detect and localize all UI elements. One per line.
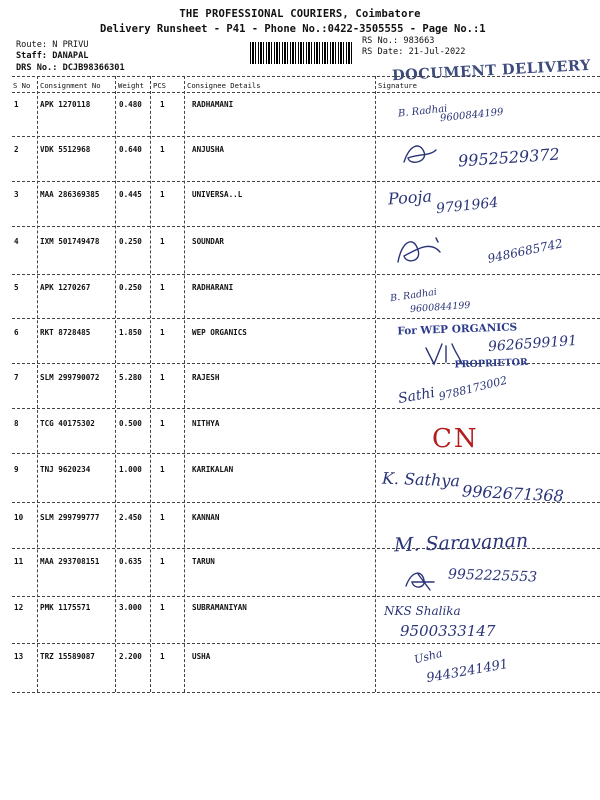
signature-row2-scribble [400, 140, 440, 170]
row-sno: 3 [14, 190, 19, 199]
row-weight: 0.445 [119, 190, 142, 199]
row-consignment-no: APK 1270118 [40, 100, 91, 109]
row-consignment-no: TCG 40175302 [40, 419, 95, 428]
row-pcs: 1 [160, 652, 165, 661]
row-consignment-no: TNJ 9620234 [40, 465, 91, 474]
row-consignee: SUBRAMANIYAN [192, 603, 247, 612]
row-pcs: 1 [160, 145, 165, 154]
row-sno: 9 [14, 465, 19, 474]
row-consignment-no: SLM 299799777 [40, 513, 100, 522]
row-pcs: 1 [160, 237, 165, 246]
rs-number: RS No.: 983663 [362, 36, 435, 46]
row-consignment-no: VDK 5512968 [40, 145, 91, 154]
row-weight: 0.640 [119, 145, 142, 154]
row-weight: 0.250 [119, 283, 142, 292]
row-consignee: RADHAMANI [192, 100, 234, 109]
row-consignee: KANNAN [192, 513, 220, 522]
column-divider [150, 76, 151, 692]
row-consignment-no: TRZ 15589087 [40, 652, 95, 661]
signature-row6-phone: 9626599191 [487, 332, 578, 356]
row-consignment-no: APK 1270267 [40, 283, 91, 292]
wep-stamp-role: PROPRIETOR [454, 356, 528, 371]
column-divider [37, 76, 38, 692]
row-weight: 1.000 [119, 465, 142, 474]
table-top-rule [12, 76, 600, 77]
signature-row10-name: M. Saravanan [393, 529, 529, 557]
row-rule [12, 408, 600, 409]
row-weight: 3.000 [119, 603, 142, 612]
signature-row3-name: Pooja [387, 186, 433, 209]
column-divider [184, 76, 185, 692]
row-pcs: 1 [160, 513, 165, 522]
row-pcs: 1 [160, 100, 165, 109]
signature-row6-scribble [424, 340, 464, 368]
row-sno: 7 [14, 373, 19, 382]
row-weight: 0.250 [119, 237, 142, 246]
row-sno: 6 [14, 328, 19, 337]
signature-row7-name: Sathi [396, 384, 437, 408]
barcode [250, 42, 354, 64]
column-divider [115, 76, 116, 692]
signature-row12-name: NKS Shalika [384, 604, 461, 618]
document-delivery-stamp: DOCUMENT DELIVERY [391, 56, 592, 85]
signature-row5-name: B. Radhai [389, 286, 438, 305]
row-rule [12, 596, 600, 597]
row-sno: 5 [14, 283, 19, 292]
row-consignee: TARUN [192, 557, 215, 566]
row-weight: 5.280 [119, 373, 142, 382]
row-consignment-no: IXM 501749478 [40, 237, 100, 246]
row-sno: 8 [14, 419, 19, 428]
row-pcs: 1 [160, 373, 165, 382]
row-pcs: 1 [160, 283, 165, 292]
row-consignment-no: SLM 299790072 [40, 373, 100, 382]
row-weight: 0.500 [119, 419, 142, 428]
column-header: S No [13, 81, 31, 90]
signature-row1-phone: 9600844199 [439, 106, 505, 125]
row-consignee: RAJESH [192, 373, 220, 382]
row-pcs: 1 [160, 557, 165, 566]
row-consignee: KARIKALAN [192, 465, 234, 474]
table-header-rule [12, 92, 600, 93]
row-pcs: 1 [160, 328, 165, 337]
signature-row12-phone: 9500333147 [400, 622, 496, 640]
row-consignment-no: RKT 8728485 [40, 328, 91, 337]
signature-row3-phone: 9791964 [435, 194, 500, 218]
row-rule [12, 181, 600, 182]
column-header: Consignment No [40, 81, 101, 90]
row-consignment-no: MAA 293708151 [40, 557, 100, 566]
row-sno: 10 [14, 513, 24, 522]
row-weight: 2.200 [119, 652, 142, 661]
row-rule [12, 318, 600, 319]
row-consignment-no: MAA 286369385 [40, 190, 100, 199]
row-weight: 0.635 [119, 557, 142, 566]
row-pcs: 1 [160, 190, 165, 199]
row-sno: 12 [14, 603, 24, 612]
row-consignee: ANJUSHA [192, 145, 225, 154]
signature-row2-phone: 9952529372 [457, 144, 561, 171]
row-pcs: 1 [160, 419, 165, 428]
staff-label: Staff: DANAPAL [16, 51, 89, 61]
drs-number: DRS No.: DCJB98366301 [16, 63, 125, 73]
signature-row4-scribble [392, 232, 452, 272]
row-consignee: NITHYA [192, 419, 220, 428]
row-sno: 2 [14, 145, 19, 154]
cn-mark: CN [432, 424, 479, 454]
row-sno: 11 [14, 557, 24, 566]
row-consignment-no: PMK 1175571 [40, 603, 91, 612]
row-weight: 1.850 [119, 328, 142, 337]
row-sno: 4 [14, 237, 19, 246]
signature-row13-name: Usha [412, 646, 444, 667]
company-title: THE PROFESSIONAL COURIERS, Coimbatore [179, 8, 421, 20]
signature-row13-phone: 9443241491 [425, 656, 510, 687]
row-weight: 2.450 [119, 513, 142, 522]
runsheet-subtitle: Delivery Runsheet - P41 - Phone No.:0422-3505555 - Page No.:1 [100, 23, 486, 35]
column-divider [375, 76, 376, 692]
row-consignee: WEP ORGANICS [192, 328, 247, 337]
row-consignee: RADHARANI [192, 283, 234, 292]
wep-stamp-title: For WEP ORGANICS [397, 321, 518, 338]
signature-row1-name: B. Radhai [397, 103, 448, 120]
column-header: Consignee Details [187, 81, 261, 90]
column-header: PCS [153, 81, 166, 90]
row-pcs: 1 [160, 603, 165, 612]
row-rule [12, 643, 600, 644]
row-weight: 0.480 [119, 100, 142, 109]
signature-row9-name: K. Sathya [381, 468, 461, 491]
row-consignee: SOUNDAR [192, 237, 225, 246]
row-consignee: USHA [192, 652, 211, 661]
signature-row11-scribble [404, 568, 442, 594]
row-rule [12, 226, 600, 227]
row-sno: 1 [14, 100, 19, 109]
signature-row7-phone: 9788173002 [437, 373, 509, 404]
row-rule [12, 692, 600, 693]
column-header: Signature [378, 81, 417, 90]
route-label: Route: N PRIVU [16, 40, 89, 50]
row-rule [12, 274, 600, 275]
column-header: Weight [118, 81, 144, 90]
row-pcs: 1 [160, 465, 165, 474]
row-sno: 13 [14, 652, 24, 661]
signature-row9-phone: 9962671368 [461, 481, 565, 506]
signature-row11-phone: 9952225553 [447, 566, 538, 586]
row-rule [12, 453, 600, 454]
signature-row4-phone: 9486685742 [486, 236, 564, 266]
rs-date: RS Date: 21-Jul-2022 [362, 47, 466, 57]
row-rule [12, 136, 600, 137]
signature-row5-phone: 9600844199 [409, 299, 471, 316]
row-consignee: UNIVERSA..L [192, 190, 243, 199]
